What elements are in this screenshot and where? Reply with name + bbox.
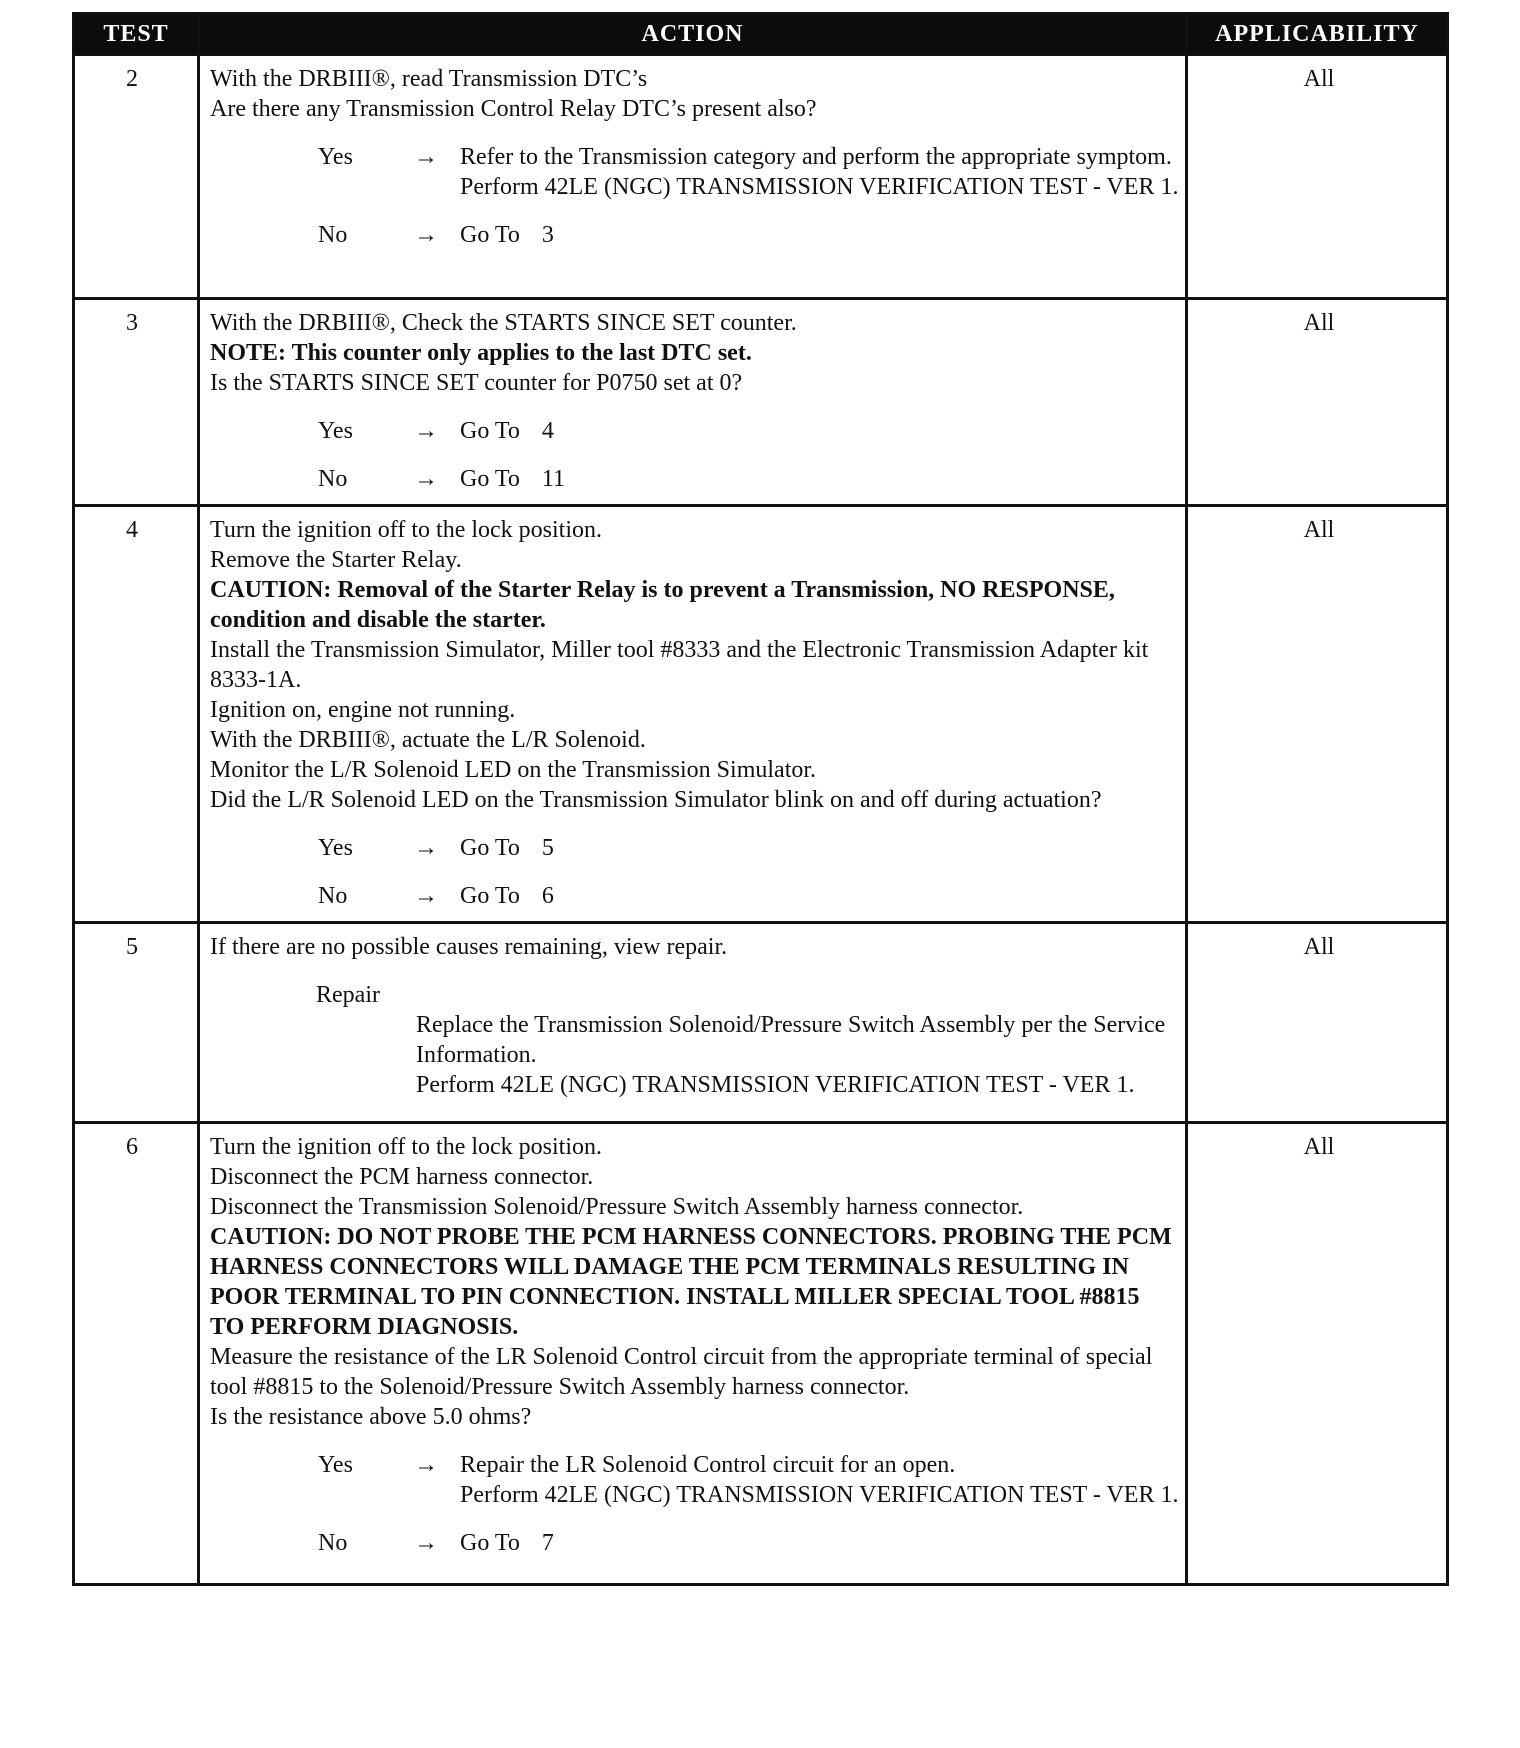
action-line: Turn the ignition off to the lock position.	[210, 1134, 603, 1160]
applicability-cell: All	[1187, 923, 1448, 1123]
yes-action-line: Refer to the Transmission category and perform the appropriate symptom.	[460, 144, 1172, 170]
action-line: Measure the resistance of the LR Solenoid Control circuit from the appropriate terminal of special tool #8815 to the Solenoid/Pressure Switch Assembly harness connector.	[210, 1344, 1153, 1400]
caution-text: CAUTION: Removal of the Starter Relay is to prevent a Transmission, NO RESPONSE, condition and disable the starter.	[210, 577, 1115, 633]
yes-label: Yes	[318, 835, 353, 861]
header-action: ACTION	[199, 14, 1187, 55]
goto-target: 5	[541, 835, 554, 861]
goto-target: 11	[541, 466, 565, 492]
table-row	[74, 506, 1448, 923]
no-answer	[210, 220, 1179, 250]
no-label: No	[318, 1530, 348, 1556]
goto-text: Go To	[460, 222, 520, 248]
applicability-cell: All	[1187, 1123, 1448, 1585]
action-line: Are there any Transmission Control Relay DTC’s present also?	[210, 96, 817, 122]
action-line: If there are no possible causes remaining, view repair.	[210, 934, 728, 960]
action-line: Install the Transmission Simulator, Miller tool #8333 and the Electronic Transmission Adapter kit 8333-1A.	[210, 637, 1149, 693]
action-line: Is the resistance above 5.0 ohms?	[210, 1404, 532, 1430]
arrow-icon: →	[414, 418, 438, 444]
action-cell	[199, 55, 1187, 299]
repair-label: Repair	[316, 982, 380, 1008]
yes-action-line: Perform 42LE (NGC) TRANSMISSION VERIFICATION TEST - VER 1.	[460, 1482, 1179, 1508]
goto-text: Go To	[460, 883, 520, 909]
yes-label: Yes	[318, 1452, 353, 1478]
yes-answer	[210, 833, 1179, 863]
yes-action-line: Repair the LR Solenoid Control circuit for an open.	[460, 1452, 956, 1478]
action-line: Monitor the L/R Solenoid LED on the Transmission Simulator.	[210, 757, 817, 783]
action-line: Did the L/R Solenoid LED on the Transmission Simulator blink on and off during actuation?	[210, 787, 1102, 813]
test-number: 4	[74, 506, 199, 923]
action-cell	[199, 923, 1187, 1123]
action-cell	[199, 1123, 1187, 1585]
no-label: No	[318, 466, 348, 492]
goto-target: 7	[541, 1530, 554, 1556]
applicability-cell: All	[1187, 55, 1448, 299]
no-label: No	[318, 883, 348, 909]
applicability-cell: All	[1187, 506, 1448, 923]
action-line: Remove the Starter Relay.	[210, 547, 462, 573]
arrow-icon: →	[414, 144, 438, 170]
yes-answer	[210, 142, 1179, 202]
goto-text: Go To	[460, 418, 520, 444]
repair-line: Replace the Transmission Solenoid/Pressure Switch Assembly per the Service Information.	[416, 1012, 1166, 1068]
yes-answer	[210, 1450, 1179, 1510]
note-text: NOTE: This counter only applies to the last DTC set.	[210, 340, 752, 366]
caution-text: CAUTION: DO NOT PROBE THE PCM HARNESS CONNECTORS. PROBING THE PCM HARNESS CONNECTORS WILL DAMAGE THE PCM TERMINALS RESULTING IN POOR TERMINAL TO PIN CONNECTION. INSTALL MILLER SPECIAL TOOL #8815 TO PERFORM DIAGNOSIS.	[210, 1224, 1172, 1340]
test-number: 5	[74, 923, 199, 1123]
no-answer	[210, 1528, 1179, 1558]
table-header-row	[74, 14, 1448, 55]
test-number: 3	[74, 299, 199, 506]
goto-target: 3	[541, 222, 554, 248]
table-row	[74, 55, 1448, 299]
goto-text: Go To	[460, 466, 520, 492]
no-label: No	[318, 222, 348, 248]
action-line: With the DRBIII®, read Transmission DTC’s	[210, 66, 648, 92]
arrow-icon: →	[414, 835, 438, 861]
header-test: TEST	[74, 14, 199, 55]
yes-label: Yes	[318, 144, 353, 170]
goto-target: 4	[541, 418, 554, 444]
action-line: Is the STARTS SINCE SET counter for P0750 set at 0?	[210, 370, 743, 396]
yes-label: Yes	[318, 418, 353, 444]
action-cell	[199, 506, 1187, 923]
no-answer	[210, 881, 1179, 911]
table-row	[74, 299, 1448, 506]
applicability-cell: All	[1187, 299, 1448, 506]
goto-text: Go To	[460, 1530, 520, 1556]
repair-line: Perform 42LE (NGC) TRANSMISSION VERIFICATION TEST - VER 1.	[416, 1072, 1135, 1098]
arrow-icon: →	[414, 883, 438, 909]
no-answer	[210, 464, 1179, 494]
arrow-icon: →	[414, 466, 438, 492]
yes-answer	[210, 416, 1179, 446]
arrow-icon: →	[414, 222, 438, 248]
arrow-icon: →	[414, 1530, 438, 1556]
repair-body	[210, 1010, 1179, 1100]
action-line: Disconnect the PCM harness connector.	[210, 1164, 594, 1190]
yes-action-line: Perform 42LE (NGC) TRANSMISSION VERIFICATION TEST - VER 1.	[460, 174, 1179, 200]
table-row	[74, 1123, 1448, 1585]
test-number: 2	[74, 55, 199, 299]
goto-target: 6	[541, 883, 554, 909]
test-number: 6	[74, 1123, 199, 1585]
action-line: Turn the ignition off to the lock position.	[210, 517, 603, 543]
goto-text: Go To	[460, 835, 520, 861]
arrow-icon: →	[414, 1452, 438, 1478]
diagnostic-test-table	[72, 12, 1449, 1586]
table-row	[74, 923, 1448, 1123]
action-line: With the DRBIII®, Check the STARTS SINCE SET counter.	[210, 310, 797, 336]
action-line: With the DRBIII®, actuate the L/R Solenoid.	[210, 727, 646, 753]
action-cell	[199, 299, 1187, 506]
action-line: Disconnect the Transmission Solenoid/Pressure Switch Assembly harness connector.	[210, 1194, 1024, 1220]
action-line: Ignition on, engine not running.	[210, 697, 516, 723]
header-applicability: APPLICABILITY	[1187, 14, 1448, 55]
